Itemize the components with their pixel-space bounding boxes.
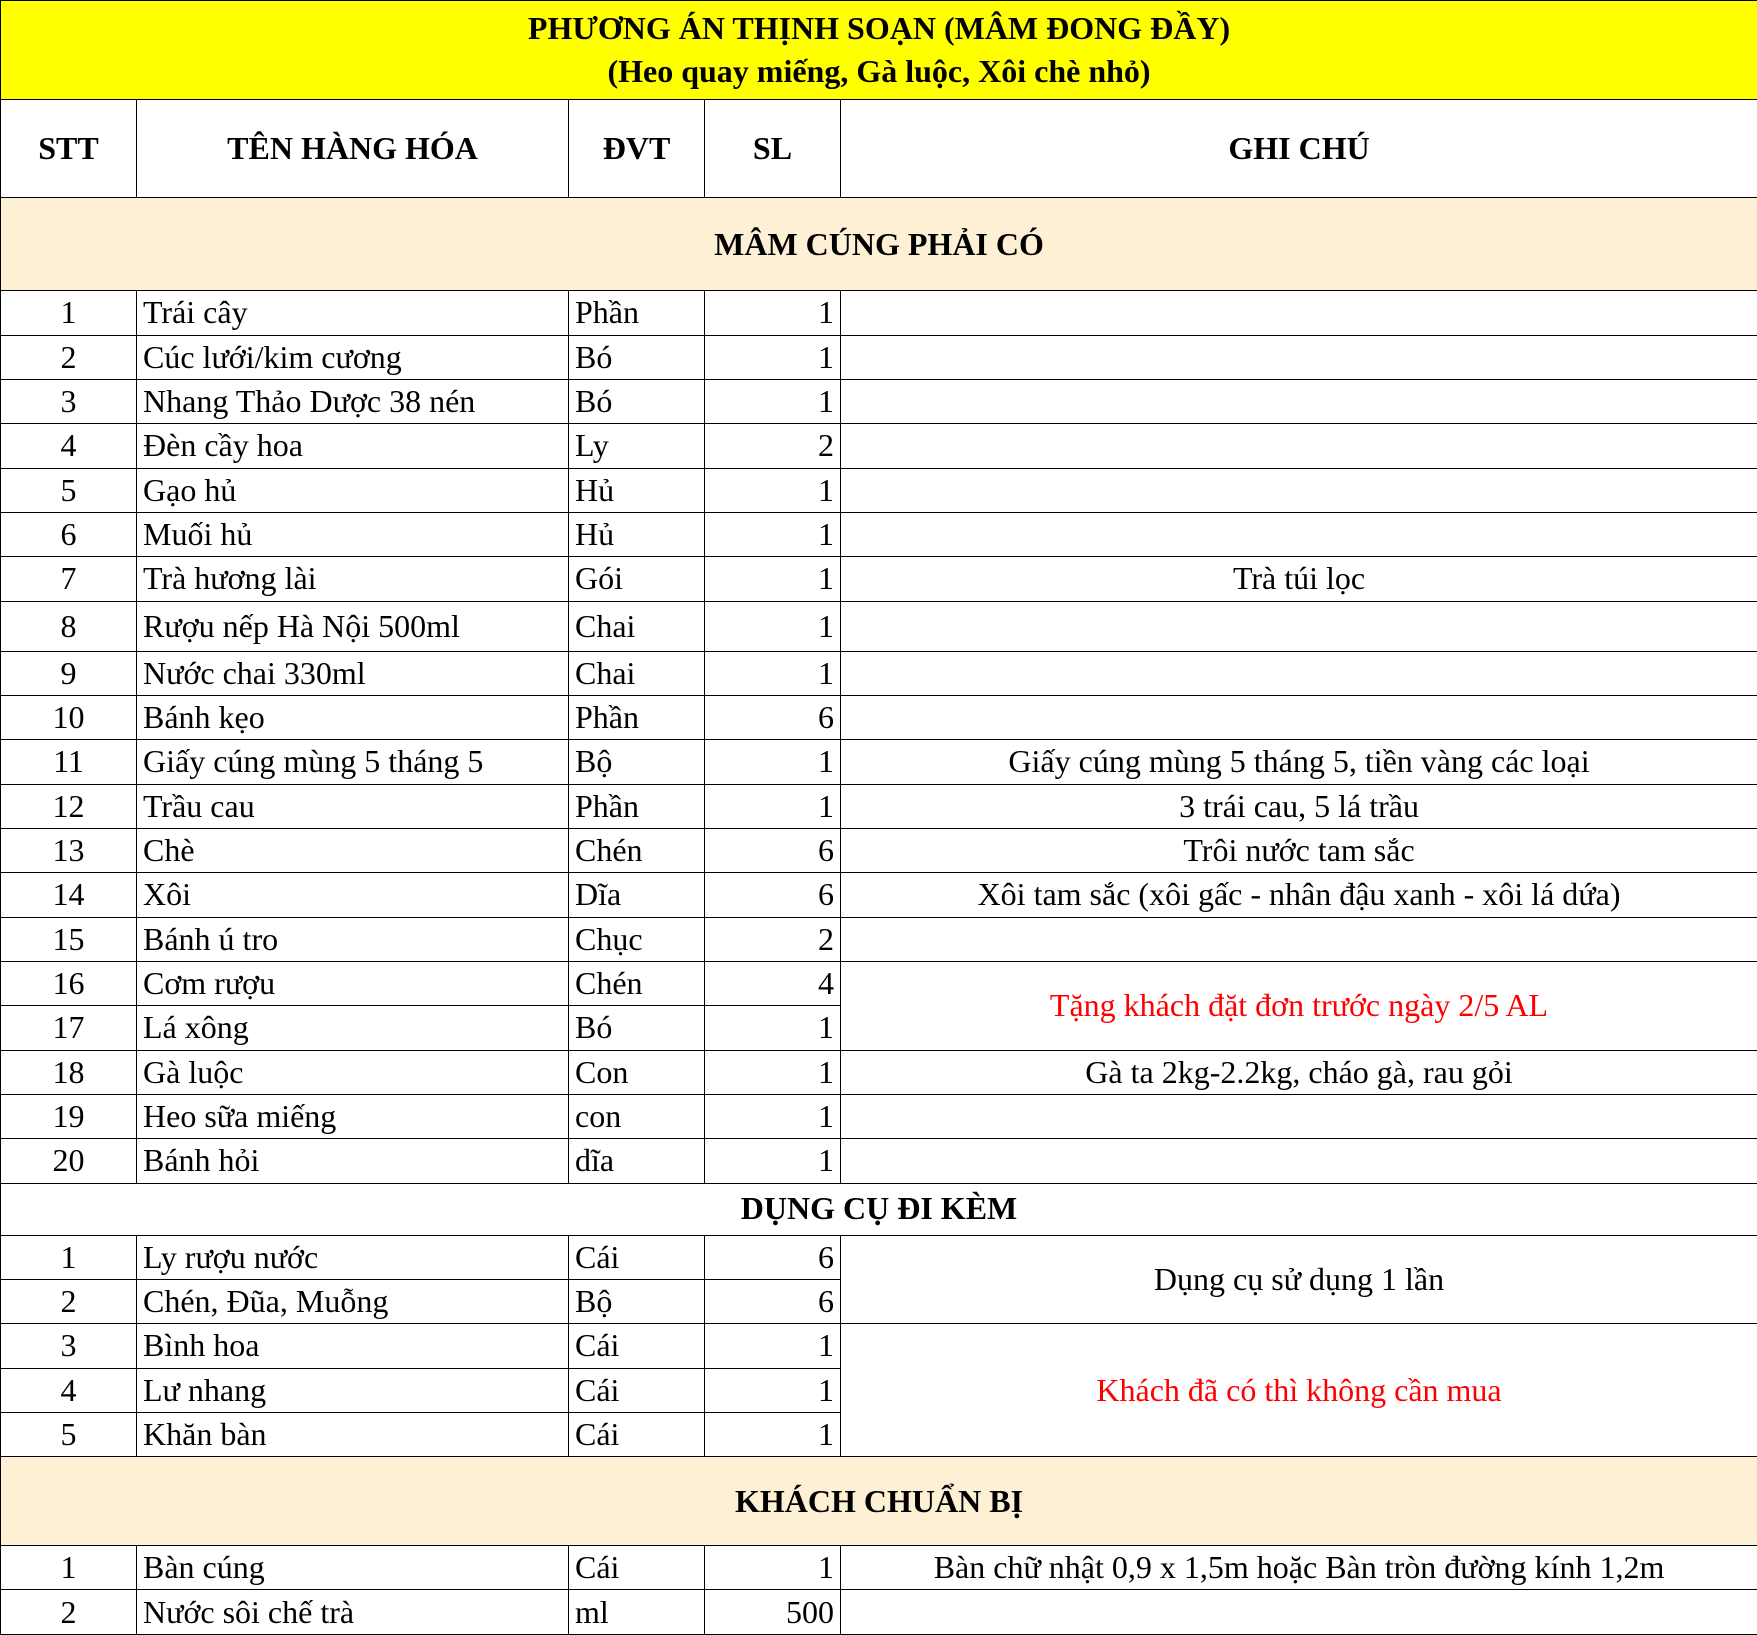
cell-note: Bàn chữ nhật 0,9 x 1,5m hoặc Bàn tròn đường kính 1,2m [841,1545,1757,1589]
cell-qty: 1 [705,513,841,557]
table-row [1,873,1757,917]
cell-stt: 15 [1,917,137,961]
cell-unit: Hủ [569,513,705,557]
cell-note: Tặng khách đặt đơn trước ngày 2/5 AL [841,961,1757,1050]
cell-qty: 1 [705,468,841,512]
cell-unit: Chai [569,651,705,695]
cell-name: Rượu nếp Hà Nội 500ml [137,601,569,651]
section-row [1,198,1757,291]
cell-qty: 4 [705,961,841,1005]
cell-stt: 16 [1,961,137,1005]
cell-name: Trái cây [137,291,569,335]
cell-name: Trầu cau [137,784,569,828]
cell-qty: 1 [705,1368,841,1412]
table-row [1,695,1757,739]
cell-note [841,601,1757,651]
cell-unit: ml [569,1590,705,1635]
cell-qty: 1 [705,1324,841,1368]
cell-unit: Ly [569,424,705,468]
cell-unit: dĩa [569,1139,705,1183]
cell-qty: 2 [705,424,841,468]
cell-qty: 1 [705,740,841,784]
cell-unit: Phần [569,695,705,739]
table-row [1,424,1757,468]
cell-name: Chè [137,828,569,872]
table-row [1,380,1757,424]
cell-qty: 1 [705,1006,841,1050]
cell-stt: 2 [1,335,137,379]
cell-stt: 12 [1,784,137,828]
section-title: DỤNG CỤ ĐI KÈM [1,1183,1757,1235]
cell-unit: Con [569,1050,705,1094]
cell-note [841,695,1757,739]
cell-note [841,335,1757,379]
cell-note [841,424,1757,468]
cell-qty: 1 [705,380,841,424]
cell-unit: Cái [569,1235,705,1279]
cell-name: Đèn cầy hoa [137,424,569,468]
cell-qty: 1 [705,784,841,828]
cell-note: Giấy cúng mùng 5 tháng 5, tiền vàng các loại [841,740,1757,784]
cell-qty: 6 [705,695,841,739]
header-unit: ĐVT [569,99,705,198]
cell-name: Cúc lưới/kim cương [137,335,569,379]
cell-name: Lá xông [137,1006,569,1050]
header-row [1,99,1757,198]
table-row [1,557,1757,601]
table-row [1,651,1757,695]
cell-qty: 1 [705,1094,841,1138]
table-row [1,961,1757,1005]
cell-stt: 5 [1,468,137,512]
cell-note: Xôi tam sắc (xôi gấc - nhân đậu xanh - xôi lá dứa) [841,873,1757,917]
header-note: GHI CHÚ [841,99,1757,198]
cell-stt: 19 [1,1094,137,1138]
cell-name: Gạo hủ [137,468,569,512]
cell-stt: 2 [1,1590,137,1635]
cell-note [841,291,1757,335]
cell-qty: 1 [705,1412,841,1456]
cell-qty: 6 [705,873,841,917]
cell-stt: 20 [1,1139,137,1183]
cell-name: Xôi [137,873,569,917]
cell-name: Bánh ú tro [137,917,569,961]
cell-stt: 3 [1,1324,137,1368]
cell-stt: 18 [1,1050,137,1094]
cell-name: Gà luộc [137,1050,569,1094]
table-row [1,513,1757,557]
cell-stt: 17 [1,1006,137,1050]
cell-unit: Phần [569,784,705,828]
cell-unit: Gói [569,557,705,601]
cell-stt: 4 [1,1368,137,1412]
cell-unit: Chén [569,961,705,1005]
cell-note: 3 trái cau, 5 lá trầu [841,784,1757,828]
cell-name: Nước chai 330ml [137,651,569,695]
cell-qty: 1 [705,557,841,601]
cell-unit: Bộ [569,740,705,784]
cell-stt: 7 [1,557,137,601]
cell-unit: Bó [569,335,705,379]
cell-stt: 2 [1,1279,137,1323]
table-row [1,828,1757,872]
cell-stt: 1 [1,1235,137,1279]
cell-stt: 1 [1,291,137,335]
cell-stt: 5 [1,1412,137,1456]
cell-stt: 6 [1,513,137,557]
table-row [1,601,1757,651]
cell-unit: Chén [569,828,705,872]
header-stt: STT [1,99,137,198]
cell-unit: Phần [569,291,705,335]
cell-stt: 3 [1,380,137,424]
cell-unit: Chai [569,601,705,651]
cell-unit: Chục [569,917,705,961]
cell-qty: 1 [705,291,841,335]
table-row [1,1139,1757,1183]
cell-unit: Hủ [569,468,705,512]
cell-unit: Cái [569,1412,705,1456]
table-row [1,917,1757,961]
table-row [1,1050,1757,1094]
cell-note: Trà túi lọc [841,557,1757,601]
section-row [1,1457,1757,1546]
cell-qty: 1 [705,601,841,651]
cell-note: Dụng cụ sử dụng 1 lần [841,1235,1757,1324]
cell-note [841,651,1757,695]
cell-unit: Cái [569,1368,705,1412]
cell-note [841,1094,1757,1138]
cell-unit: Bó [569,380,705,424]
cell-note [841,1590,1757,1635]
title-line-2: (Heo quay miếng, Gà luộc, Xôi chè nhỏ) [607,52,1151,89]
table-row [1,291,1757,335]
cell-stt: 4 [1,424,137,468]
cell-unit: Dĩa [569,873,705,917]
cell-note [841,380,1757,424]
header-qty: SL [705,99,841,198]
cell-note [841,468,1757,512]
cell-unit: Bộ [569,1279,705,1323]
cell-qty: 1 [705,335,841,379]
section-row [1,1183,1757,1235]
cell-name: Ly rượu nước [137,1235,569,1279]
cell-qty: 1 [705,1139,841,1183]
cell-qty: 1 [705,651,841,695]
table-row [1,740,1757,784]
cell-name: Bánh kẹo [137,695,569,739]
cell-stt: 10 [1,695,137,739]
cell-stt: 9 [1,651,137,695]
cell-qty: 6 [705,828,841,872]
cell-qty: 1 [705,1545,841,1589]
cell-qty: 6 [705,1235,841,1279]
cell-name: Muối hủ [137,513,569,557]
cell-name: Bình hoa [137,1324,569,1368]
section-title: MÂM CÚNG PHẢI CÓ [1,198,1757,291]
table-row [1,335,1757,379]
cell-qty: 2 [705,917,841,961]
cell-note: Khách đã có thì không cần mua [841,1324,1757,1457]
cell-stt: 1 [1,1545,137,1589]
cell-name: Lư nhang [137,1368,569,1412]
cell-name: Nước sôi chế trà [137,1590,569,1635]
cell-name: Trà hương lài [137,557,569,601]
cell-stt: 11 [1,740,137,784]
cell-stt: 8 [1,601,137,651]
cell-unit: con [569,1094,705,1138]
header-name: TÊN HÀNG HÓA [137,99,569,198]
table-row [1,1094,1757,1138]
cell-qty: 6 [705,1279,841,1323]
cell-unit: Bó [569,1006,705,1050]
cell-name: Chén, Đũa, Muỗng [137,1279,569,1323]
table-row [1,784,1757,828]
cell-note: Trôi nước tam sắc [841,828,1757,872]
table-row [1,1545,1757,1589]
table-row [1,1235,1757,1279]
cell-qty: 1 [705,1050,841,1094]
title-line-1: PHƯƠNG ÁN THỊNH SOẠN (MÂM ĐONG ĐẦY) [527,9,1231,46]
cell-stt: 13 [1,828,137,872]
cell-name: Giấy cúng mùng 5 tháng 5 [137,740,569,784]
page-title [1,1,1757,100]
table-row [1,468,1757,512]
section-title: KHÁCH CHUẨN BỊ [1,1457,1757,1546]
cell-name: Heo sữa miếng [137,1094,569,1138]
cell-unit: Cái [569,1324,705,1368]
cell-name: Bánh hỏi [137,1139,569,1183]
title-row [1,1,1757,100]
cell-name: Khăn bàn [137,1412,569,1456]
cell-note [841,513,1757,557]
cell-name: Nhang Thảo Dược 38 nén [137,380,569,424]
table-row [1,1590,1757,1635]
cell-note [841,917,1757,961]
cell-unit: Cái [569,1545,705,1589]
cell-name: Bàn cúng [137,1545,569,1589]
cell-note [841,1139,1757,1183]
cell-stt: 14 [1,873,137,917]
cell-note: Gà ta 2kg-2.2kg, cháo gà, rau gỏi [841,1050,1757,1094]
cell-name: Cơm rượu [137,961,569,1005]
table-row [1,1324,1757,1368]
cell-qty: 500 [705,1590,841,1635]
